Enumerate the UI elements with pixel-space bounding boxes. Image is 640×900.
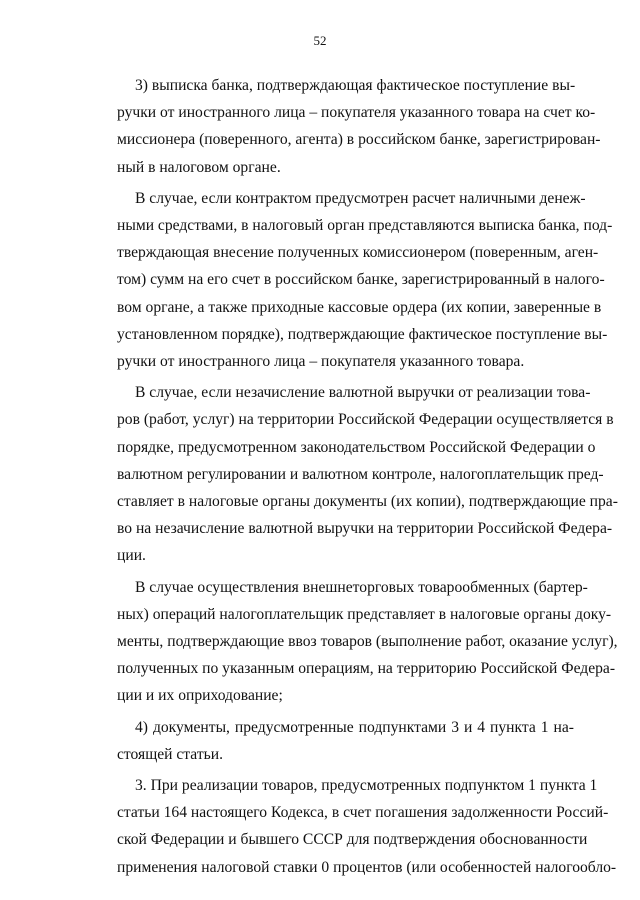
text-line: ров (работ, услуг) на территории Российской Федерации осуществляется в xyxy=(117,411,614,429)
text-line: ный в налоговом органе. xyxy=(117,158,281,176)
text-line: во на незачисление валютной выручки на территории Российской Федера- xyxy=(117,520,613,538)
text-line: тверждающая внесение полученных комиссионером (поверенным, аген- xyxy=(117,244,599,262)
text-line: том) сумм на его счет в российском банке, зарегистрированный в налого- xyxy=(117,271,605,289)
text-line: менты, подтверждающие ввоз товаров (выполнение работ, оказание услуг), xyxy=(117,633,618,651)
text-line: В случае, если контрактом предусмотрен расчет наличными денеж- xyxy=(135,189,586,207)
text-line: валютном регулировании и валютном контроле, налогоплательщик пред- xyxy=(117,465,604,483)
text-line: В случае осуществления внешнеторговых товарообменных (бартер- xyxy=(135,578,588,596)
text-line: ными средствами, в налоговый орган представляются выписка банка, под- xyxy=(117,217,613,235)
text-line: статьи 164 настоящего Кодекса, в счет погашения задолженности Россий- xyxy=(117,804,609,822)
paragraph xyxy=(117,772,617,881)
paragraph xyxy=(117,574,618,710)
paragraph xyxy=(117,185,613,375)
text-line: 3. При реализации товаров, предусмотренных подпунктом 1 пункта 1 xyxy=(135,777,598,795)
body-text xyxy=(117,72,618,885)
page-number: 52 xyxy=(313,33,327,48)
text-line: 3) выписка банка, подтверждающая фактическое поступление вы- xyxy=(135,77,576,94)
paragraph xyxy=(117,72,601,181)
text-line: порядке, предусмотренном законодательством Российской Федерации о xyxy=(117,438,596,456)
text-line: ных) операций налогоплательщик представляет в налоговые органы доку- xyxy=(117,605,612,623)
text-line: ручки от иностранного лица – покупателя указанного товара. xyxy=(117,353,525,371)
text-line: ской Федерации и бывшего СССР для подтверждения обоснованности xyxy=(117,831,588,849)
text-line: миссионера (поверенного, агента) в российском банке, зарегистрирован- xyxy=(117,131,601,149)
text-line: ции. xyxy=(117,547,146,565)
text-line: 4) документы, предусмотренные подпунктами 3 и 4 пункта 1 на- xyxy=(135,718,574,736)
text-line: вом органе, а также приходные кассовые ордера (их копии, заверенные в xyxy=(117,298,602,316)
text-line: ции и их оприходование; xyxy=(117,687,283,705)
text-line: ручки от иностранного лица – покупателя указанного товара на счет ко- xyxy=(117,104,596,122)
text-line: применения налоговой ставки 0 процентов (или особенностей налогообло- xyxy=(117,858,617,876)
text-line: В случае, если незачисление валютной выручки от реализации това- xyxy=(135,384,591,402)
text-line: стоящей статьи. xyxy=(117,745,223,763)
text-line: ставляет в налоговые органы документы (их копии), подтверждающие пра- xyxy=(117,493,618,511)
paragraph xyxy=(117,714,574,768)
text-line: полученных по указанным операциям, на территорию Российской Федера- xyxy=(117,660,616,678)
paragraph xyxy=(117,379,618,569)
text-line: установленном порядке), подтверждающие фактическое поступление вы- xyxy=(117,325,608,343)
